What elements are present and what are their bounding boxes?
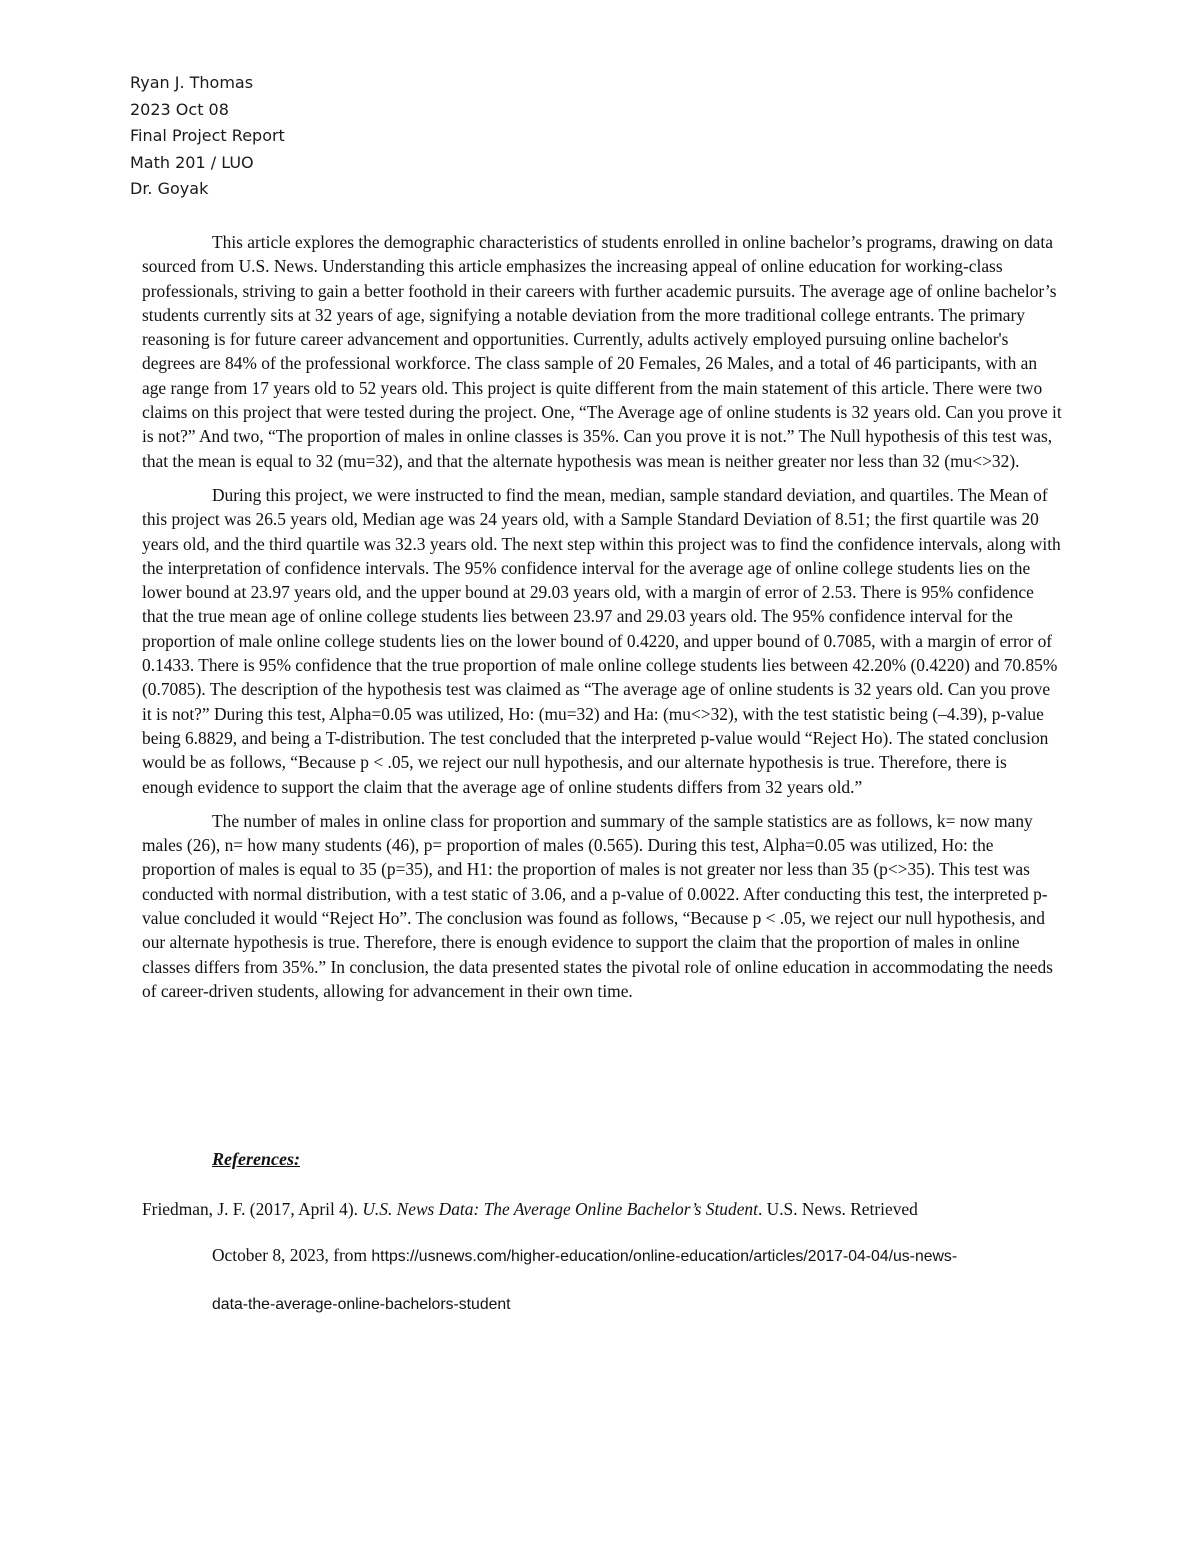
reference-entry (142, 1186, 1042, 1328)
author-name: Ryan J. Thomas (130, 73, 254, 92)
report-date: 2023 Oct 08 (130, 99, 229, 119)
reference-authors: Friedman, J. F. (2017, April 4). (142, 1199, 363, 1219)
reference-url[interactable]: https://usnews.com/higher-education/online-education/articles/2017-04-04/us-news- (371, 1248, 958, 1265)
reference-retrieved: October 8, 2023, from (212, 1245, 372, 1265)
report-body (142, 230, 1062, 1013)
paragraph-statistics: During this project, we were instructed to find the mean, median, sample standard deviation, and quartiles. The Mean of this project was 26.5 years old, Median age was 24 years old, with a Sample Standard Deviation of 8.51; the first quartile was 20 years old, and the third quartile was 32.3 years old. The next step within this project was to find the confidence intervals, along with the interpretation of confidence intervals. The 95% confidence interval for the average age of online college students lies on the lower bound at 23.97 years old, and the upper bound at 29.03 years old, with a margin of error of 2.53. There is 95% confidence that the true mean age of online college students lies between 23.97 and 29.03 years old. The 95% confidence interval for the proportion of male online college students lies on the lower bound of 0.4220, and upper bound of 0.7085, with a margin of error of 0.1433. There is 95% confidence that the true proportion of male online college students lies between 42.20% (0.4220) and 70.85% (0.7085). The description of the hypothesis test was claimed as “The average age of online students is 32 years old. Can you prove it is not?” During this test, Alpha=0.05 was utilized, Ho: (mu=32) and Ha: (mu<>32), with the test statistic being (–4.39), p-value being 6.8829, and being a T-distribution. The test concluded that the interpreted p-value would “Reject Ho). The stated conclusion would be as follows, “Because p < .05, we reject our null hypothesis, and our alternate hypothesis is true. Therefore, there is enough evidence to support the claim that the average age of online students differs from 32 years old.” (142, 484, 1061, 797)
report-title: Final Project Report (130, 126, 285, 145)
paragraph-proportion-test: The number of males in online class for proportion and summary of the sample statistics are as follows, k= now many males (26), n= how many students (46), p= proportion of males (0.565). During this test, Alpha=0.05 was utilized, Ho: the proportion of males is equal to 35 (p=35), and H1: the proportion of males is not greater nor less than 35 (p<>35). This test was conducted with normal distribution, with a test static of 3.06, and a p-value of 0.0022. After conducting this test, the interpreted p-value concluded it would “Reject Ho”. The conclusion was found as follows, “Because p < .05, we reject our null hypothesis, and our alternate hypothesis is true. Therefore, there is enough evidence to support the claim that the proportion of males in online classes differs from 35%.” In conclusion, the data presented states the pivotal role of online education in accommodating the needs of career-driven students, allowing for advancement in their own time. (142, 810, 1053, 1001)
instructor-name: Dr. Goyak (130, 179, 209, 198)
course-name: Math 201 / LUO (130, 152, 254, 172)
document-header (130, 70, 285, 203)
reference-url-continued[interactable]: data-the-average-online-bachelors-student (212, 1296, 511, 1313)
references-heading: References: (212, 1149, 300, 1169)
reference-publisher: . U.S. News. Retrieved (757, 1199, 918, 1219)
paragraph-introduction: This article explores the demographic characteristics of students enrolled in online bachelor’s programs, drawing on data sourced from U.S. News. Understanding this article emphasizes the increasing appeal of online education for working-class professionals, striving to gain a better foothold in their careers with further academic pursuits. The average age of online bachelor’s students currently sits at 32 years of age, signifying a notable deviation from the more traditional college entrants. The primary reasoning is for future career advancement and opportunities. Currently, adults actively employed pursuing online bachelor's degrees are 84% of the professional workforce. The class sample of 20 Females, 26 Males, and a total of 46 participants, with an age range from 17 years old to 52 years old. This project is quite different from the main statement of this article. There were two claims on this project that were tested during the project. One, “The Average age of online students is 32 years old. Can you prove it is not?” And two, “The proportion of males in online classes is 35%. Can you prove it is not.” The Null hypothesis of this test was, that the mean is equal to 32 (mu=32), and that the alternate hypothesis was mean is neither greater nor less than 32 (mu<>32). (142, 232, 1062, 471)
reference-title: U.S. News Data: The Average Online Bachelor’s Student (362, 1199, 758, 1219)
